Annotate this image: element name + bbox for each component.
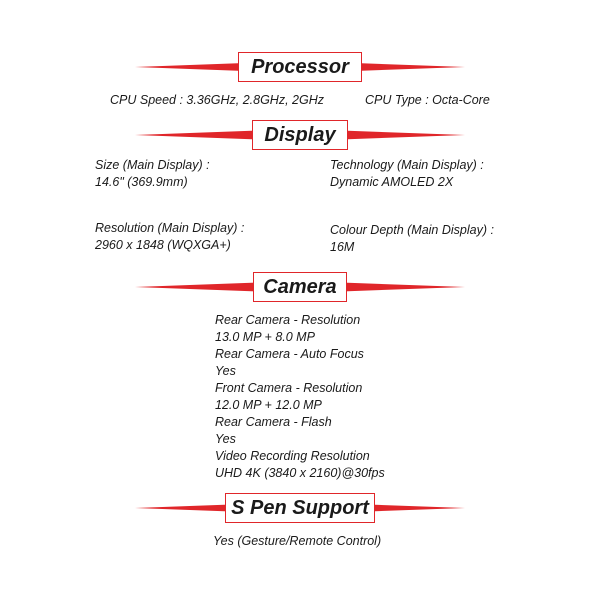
camera-line: Yes: [215, 432, 236, 446]
camera-spec-list: [215, 312, 385, 482]
display-technology-label: Technology (Main Display) :: [330, 158, 484, 172]
display-size-label: Size (Main Display) :: [95, 158, 210, 172]
camera-line: Rear Camera - Resolution: [215, 313, 361, 327]
spen-support-value: Yes (Gesture/Remote Control): [213, 534, 382, 548]
display-resolution-value: 2960 x 1848 (WQXGA+): [95, 238, 231, 252]
camera-line: Video Recording Resolution: [215, 449, 370, 463]
section-title-spen: S Pen Support: [225, 493, 375, 523]
camera-line: UHD 4K (3840 x 2160)@30fps: [215, 466, 385, 480]
display-size-value: 14.6" (369.9mm): [95, 175, 188, 189]
section-header-spen: [0, 492, 600, 526]
camera-line: Rear Camera - Flash: [215, 415, 332, 429]
camera-line: 13.0 MP + 8.0 MP: [215, 330, 315, 344]
display-resolution-label: Resolution (Main Display) :: [95, 221, 245, 235]
section-header-processor: [0, 51, 600, 85]
section-title-processor: Processor: [238, 52, 362, 82]
cpu-speed: CPU Speed : 3.36GHz, 2.8GHz, 2GHz: [110, 93, 324, 107]
section-title-display: Display: [252, 120, 348, 150]
section-header-camera: [0, 271, 600, 305]
display-colour-depth-value: 16M: [330, 240, 355, 254]
camera-line: Front Camera - Resolution: [215, 381, 363, 395]
camera-line: Yes: [215, 364, 236, 378]
camera-line: Rear Camera - Auto Focus: [215, 347, 364, 361]
display-technology-value: Dynamic AMOLED 2X: [330, 175, 454, 189]
cpu-type: CPU Type : Octa-Core: [365, 93, 490, 107]
section-header-display: [0, 119, 600, 153]
display-colour-depth-label: Colour Depth (Main Display) :: [330, 223, 494, 237]
section-title-camera: Camera: [253, 272, 347, 302]
camera-line: 12.0 MP + 12.0 MP: [215, 398, 322, 412]
